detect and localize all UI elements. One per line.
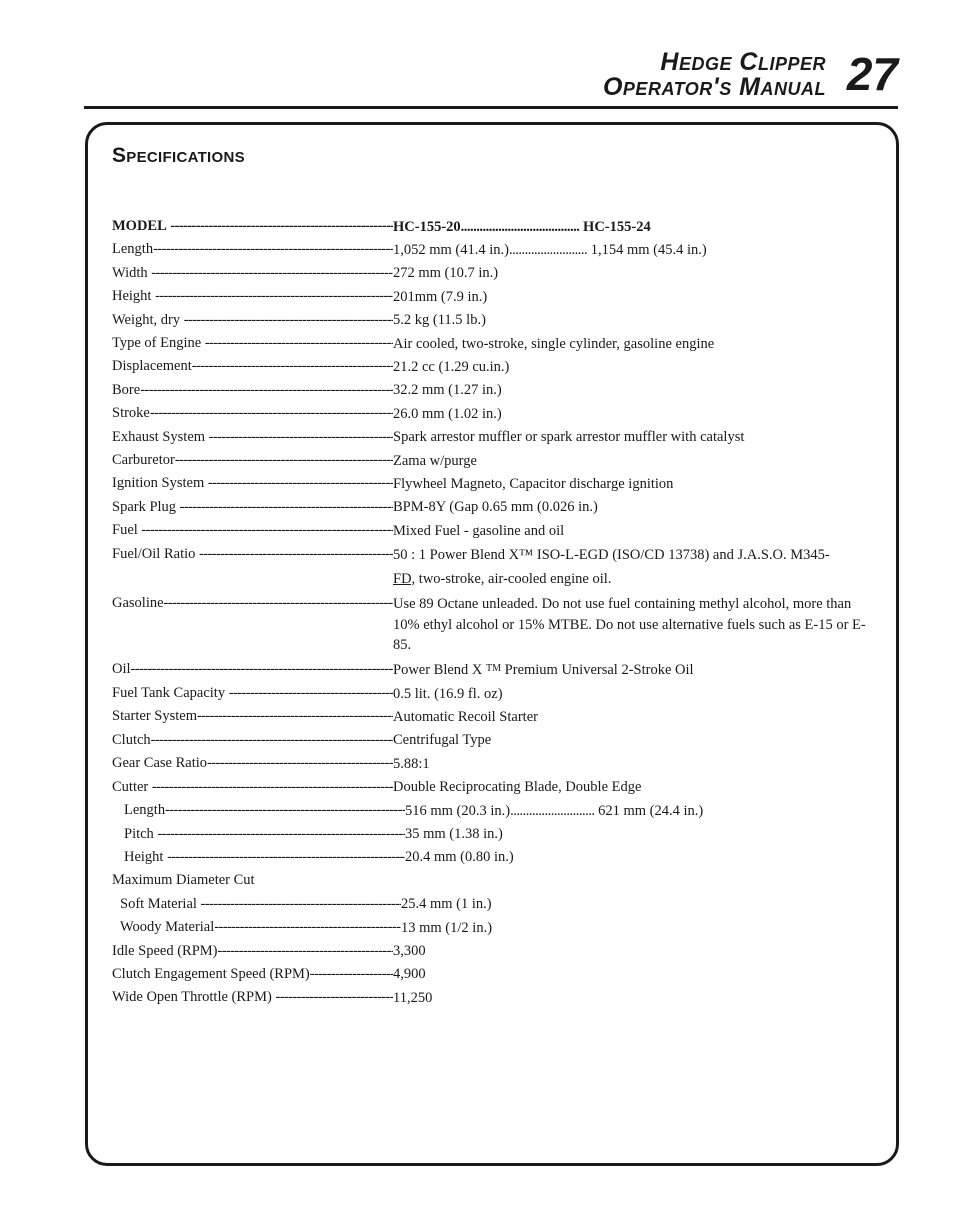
spec-label: Exhaust System xyxy=(112,428,206,445)
spec-value: Zama w/purge xyxy=(393,452,477,469)
spec-label: Starter System xyxy=(112,708,197,725)
spec-label: Stroke xyxy=(112,405,150,422)
spec-row-gear-ratio xyxy=(112,752,872,775)
spec-value xyxy=(393,658,872,682)
spec-row-gasoline xyxy=(112,592,872,657)
spec-row-oil xyxy=(112,658,872,682)
spec-label: Width xyxy=(112,264,148,281)
spec-label: Oil xyxy=(112,660,131,677)
spec-value: 32.2 mm (1.27 in.) xyxy=(393,382,502,399)
spec-row-model xyxy=(112,215,872,238)
spec-value: 21.2 cc (1.29 cu.in.) xyxy=(393,358,510,375)
spec-value-24: 1,154 mm (45.4 in.) xyxy=(590,241,707,258)
manual-title xyxy=(603,50,826,100)
spec-label: Height xyxy=(112,288,152,305)
spec-value: BPM-8Y (Gap 0.65 mm (0.026 in.) xyxy=(393,499,598,516)
spec-value-24: 621 mm (24.4 in.) xyxy=(598,802,704,819)
section-heading: Specifications xyxy=(112,144,245,167)
spec-label: Clutch Engagement Speed (RPM) xyxy=(112,965,310,982)
spec-label: Woody Material xyxy=(120,919,215,936)
spec-leader: ......................... xyxy=(509,241,588,258)
spec-value xyxy=(393,543,872,593)
spec-row-weight xyxy=(112,309,872,332)
specifications-table xyxy=(112,215,872,1010)
spec-row-carburetor xyxy=(112,449,872,472)
spec-label: Gasoline xyxy=(112,595,164,612)
spec-row-starter xyxy=(112,705,872,728)
spec-value-20: 1,052 mm (41.4 in.) xyxy=(393,241,509,258)
spec-value-20: HC-155-20 xyxy=(393,218,461,235)
spec-label: Idle Speed (RPM) xyxy=(112,942,218,959)
spec-label: MODEL xyxy=(112,218,167,234)
spec-value: 4,900 xyxy=(393,966,426,983)
spec-label: Fuel xyxy=(112,522,138,539)
spec-value: 25.4 mm (1 in.) xyxy=(401,896,492,913)
spec-label: Fuel/Oil Ratio xyxy=(112,545,196,562)
spec-row-height xyxy=(112,285,872,308)
spec-value: 35 mm (1.38 in.) xyxy=(405,826,503,842)
spec-row-woody xyxy=(112,916,872,939)
spec-value-part: Premium Universal 2-Stroke Oil xyxy=(501,662,694,679)
spec-row-cutter-length xyxy=(112,799,872,822)
spec-row-bore xyxy=(112,379,872,402)
spec-value: Double Reciprocating Blade, Double Edge xyxy=(393,779,642,796)
spec-row-wot xyxy=(112,986,872,1009)
spec-leader: ........................... xyxy=(510,802,595,819)
spec-row-width xyxy=(112,262,872,285)
spec-row-stroke xyxy=(112,402,872,425)
spec-label: Weight, dry xyxy=(112,311,181,328)
spec-label: Type of Engine xyxy=(112,335,202,352)
page-number: 27 xyxy=(846,48,898,100)
spec-label: Displacement xyxy=(112,358,192,375)
spec-value: 201mm (7.9 in.) xyxy=(393,288,488,305)
spec-value-24: HC-155-24 xyxy=(583,218,651,235)
spec-value: 13 mm (1/2 in.) xyxy=(401,919,493,936)
spec-row-pitch xyxy=(112,823,872,846)
spec-value: Mixed Fuel - gasoline and oil xyxy=(393,522,565,539)
spec-value-part: 50 : 1 Power Blend X™ ISO-L-EGD (ISO/CD 13738) and J.A.S.O. M345- xyxy=(393,547,830,564)
spec-row-fuel-oil-ratio xyxy=(112,543,872,593)
spec-row-displacement xyxy=(112,355,872,378)
spec-value: 272 mm (10.7 in.) xyxy=(393,265,499,282)
spec-label: Cutter xyxy=(112,778,149,795)
spec-label: Spark Plug xyxy=(112,498,177,515)
spec-value: Spark arrestor muffler or spark arrestor muffler with catalyst xyxy=(393,429,745,446)
spec-value: 0.5 lit. (16.9 fl. oz) xyxy=(393,685,503,702)
spec-value-20: 516 mm (20.3 in.) xyxy=(405,802,511,819)
trademark-mark: TM xyxy=(486,663,502,675)
spec-value: 11,250 xyxy=(393,989,433,1006)
spec-row-clutch xyxy=(112,729,872,752)
spec-value: 5.2 kg (11.5 lb.) xyxy=(393,312,486,329)
spec-value: 26.0 mm (1.02 in.) xyxy=(393,405,502,422)
spec-row-tank xyxy=(112,682,872,705)
spec-value: Air cooled, two-stroke, single cylinder, gasoline engine xyxy=(393,335,715,352)
spec-row-exhaust xyxy=(112,426,872,449)
spec-label: Bore xyxy=(112,381,141,398)
spec-label: Soft Material xyxy=(120,895,197,912)
spec-value: Automatic Recoil Starter xyxy=(393,708,538,725)
spec-row-engine-type xyxy=(112,332,872,355)
spec-value: 3,300 xyxy=(393,943,426,960)
spec-label: Wide Open Throttle (RPM) xyxy=(112,989,272,1006)
spec-label: Length xyxy=(112,241,154,258)
spec-row-clutch-engage xyxy=(112,963,872,986)
spec-row-soft xyxy=(112,893,872,916)
spec-row-cutter-height xyxy=(112,846,872,869)
spec-value: 20.4 mm (0.80 in.) xyxy=(405,849,514,866)
spec-row-ignition xyxy=(112,472,872,495)
spec-label: Carburetor xyxy=(112,452,175,469)
spec-label: Gear Case Ratio xyxy=(112,755,208,772)
spec-row-length xyxy=(112,238,872,261)
spec-label: Height xyxy=(124,848,164,865)
spec-label: Ignition System xyxy=(112,475,205,492)
spec-value: Flywheel Magneto, Capacitor discharge ignition xyxy=(393,475,674,492)
spec-row-idle xyxy=(112,940,872,963)
manual-title-line2: Operator's Manual xyxy=(602,73,826,101)
spec-label: Maximum Diameter Cut xyxy=(112,872,255,889)
spec-label: Clutch xyxy=(112,731,151,748)
spec-row-cutter xyxy=(112,776,872,799)
spec-value-underlined: FD, xyxy=(393,570,416,587)
page-header xyxy=(84,48,898,109)
spec-label: Length xyxy=(124,802,166,819)
spec-row-max-cut xyxy=(112,869,872,892)
spec-leader: ...................................... xyxy=(460,218,580,235)
spec-value-part: two-stroke, air-cooled engine oil. xyxy=(415,570,612,587)
spec-label: Fuel Tank Capacity xyxy=(112,685,226,702)
spec-label: Pitch xyxy=(124,825,154,842)
manual-title-line1: Hedge Clipper xyxy=(660,48,826,76)
spec-value: Use 89 Octane unleaded. Do not use fuel containing methyl alcohol, more than 10% ethyl alcohol or 15% MTBE. Do not use alternative fuels such as E-15 or E-85. xyxy=(393,595,866,654)
spec-value: 5.88:1 xyxy=(393,755,430,772)
spec-row-spark-plug xyxy=(112,496,872,519)
spec-row-fuel xyxy=(112,519,872,542)
spec-value: Centrifugal Type xyxy=(393,732,492,749)
spec-value-part: Power Blend X xyxy=(393,662,487,679)
